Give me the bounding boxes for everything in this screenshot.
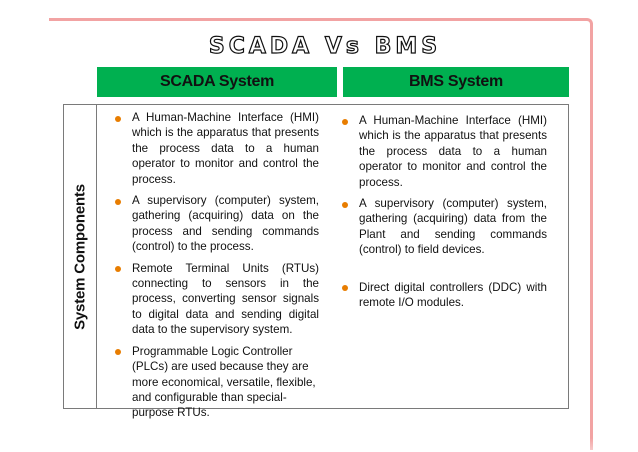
scada-item-rtu: Remote Terminal Units (RTUs) connecting to sensors in the process, converting sensor signals to digital data and sending digital data to the supervisory system. — [114, 261, 319, 338]
bms-components-list — [341, 113, 547, 310]
slide-title: SCADA Vs BMS — [208, 34, 442, 59]
row-label: System Components — [71, 183, 89, 330]
scada-components-list — [114, 110, 319, 421]
scada-item-plc: Programmable Logic Controller (PLCs) are used because they are more economical, versatile, flexible, and configurable than special-purpose RTUs. — [114, 344, 319, 421]
bms-item-supervisory: A supervisory (computer) system, gathering (acquiring) data from the Plant and sending commands (control) to field devices. — [341, 196, 547, 258]
row-label-cell — [63, 104, 97, 409]
bms-item-hmi: A Human-Machine Interface (HMI) which is the apparatus that presents the process data to a human operator to monitor and control the process. — [341, 113, 547, 190]
bms-column-header: BMS System — [343, 67, 569, 97]
scada-item-supervisory: A supervisory (computer) system, gathering (acquiring) data on the process and sending commands (control) to the process. — [114, 193, 319, 255]
scada-column-header: SCADA System — [97, 67, 337, 97]
scada-item-hmi: A Human-Machine Interface (HMI) which is the apparatus that presents the process data to a human operator to monitor and control the process. — [114, 110, 319, 187]
bms-item-ddc: Direct digital controllers (DDC) with remote I/O modules. — [341, 280, 547, 311]
